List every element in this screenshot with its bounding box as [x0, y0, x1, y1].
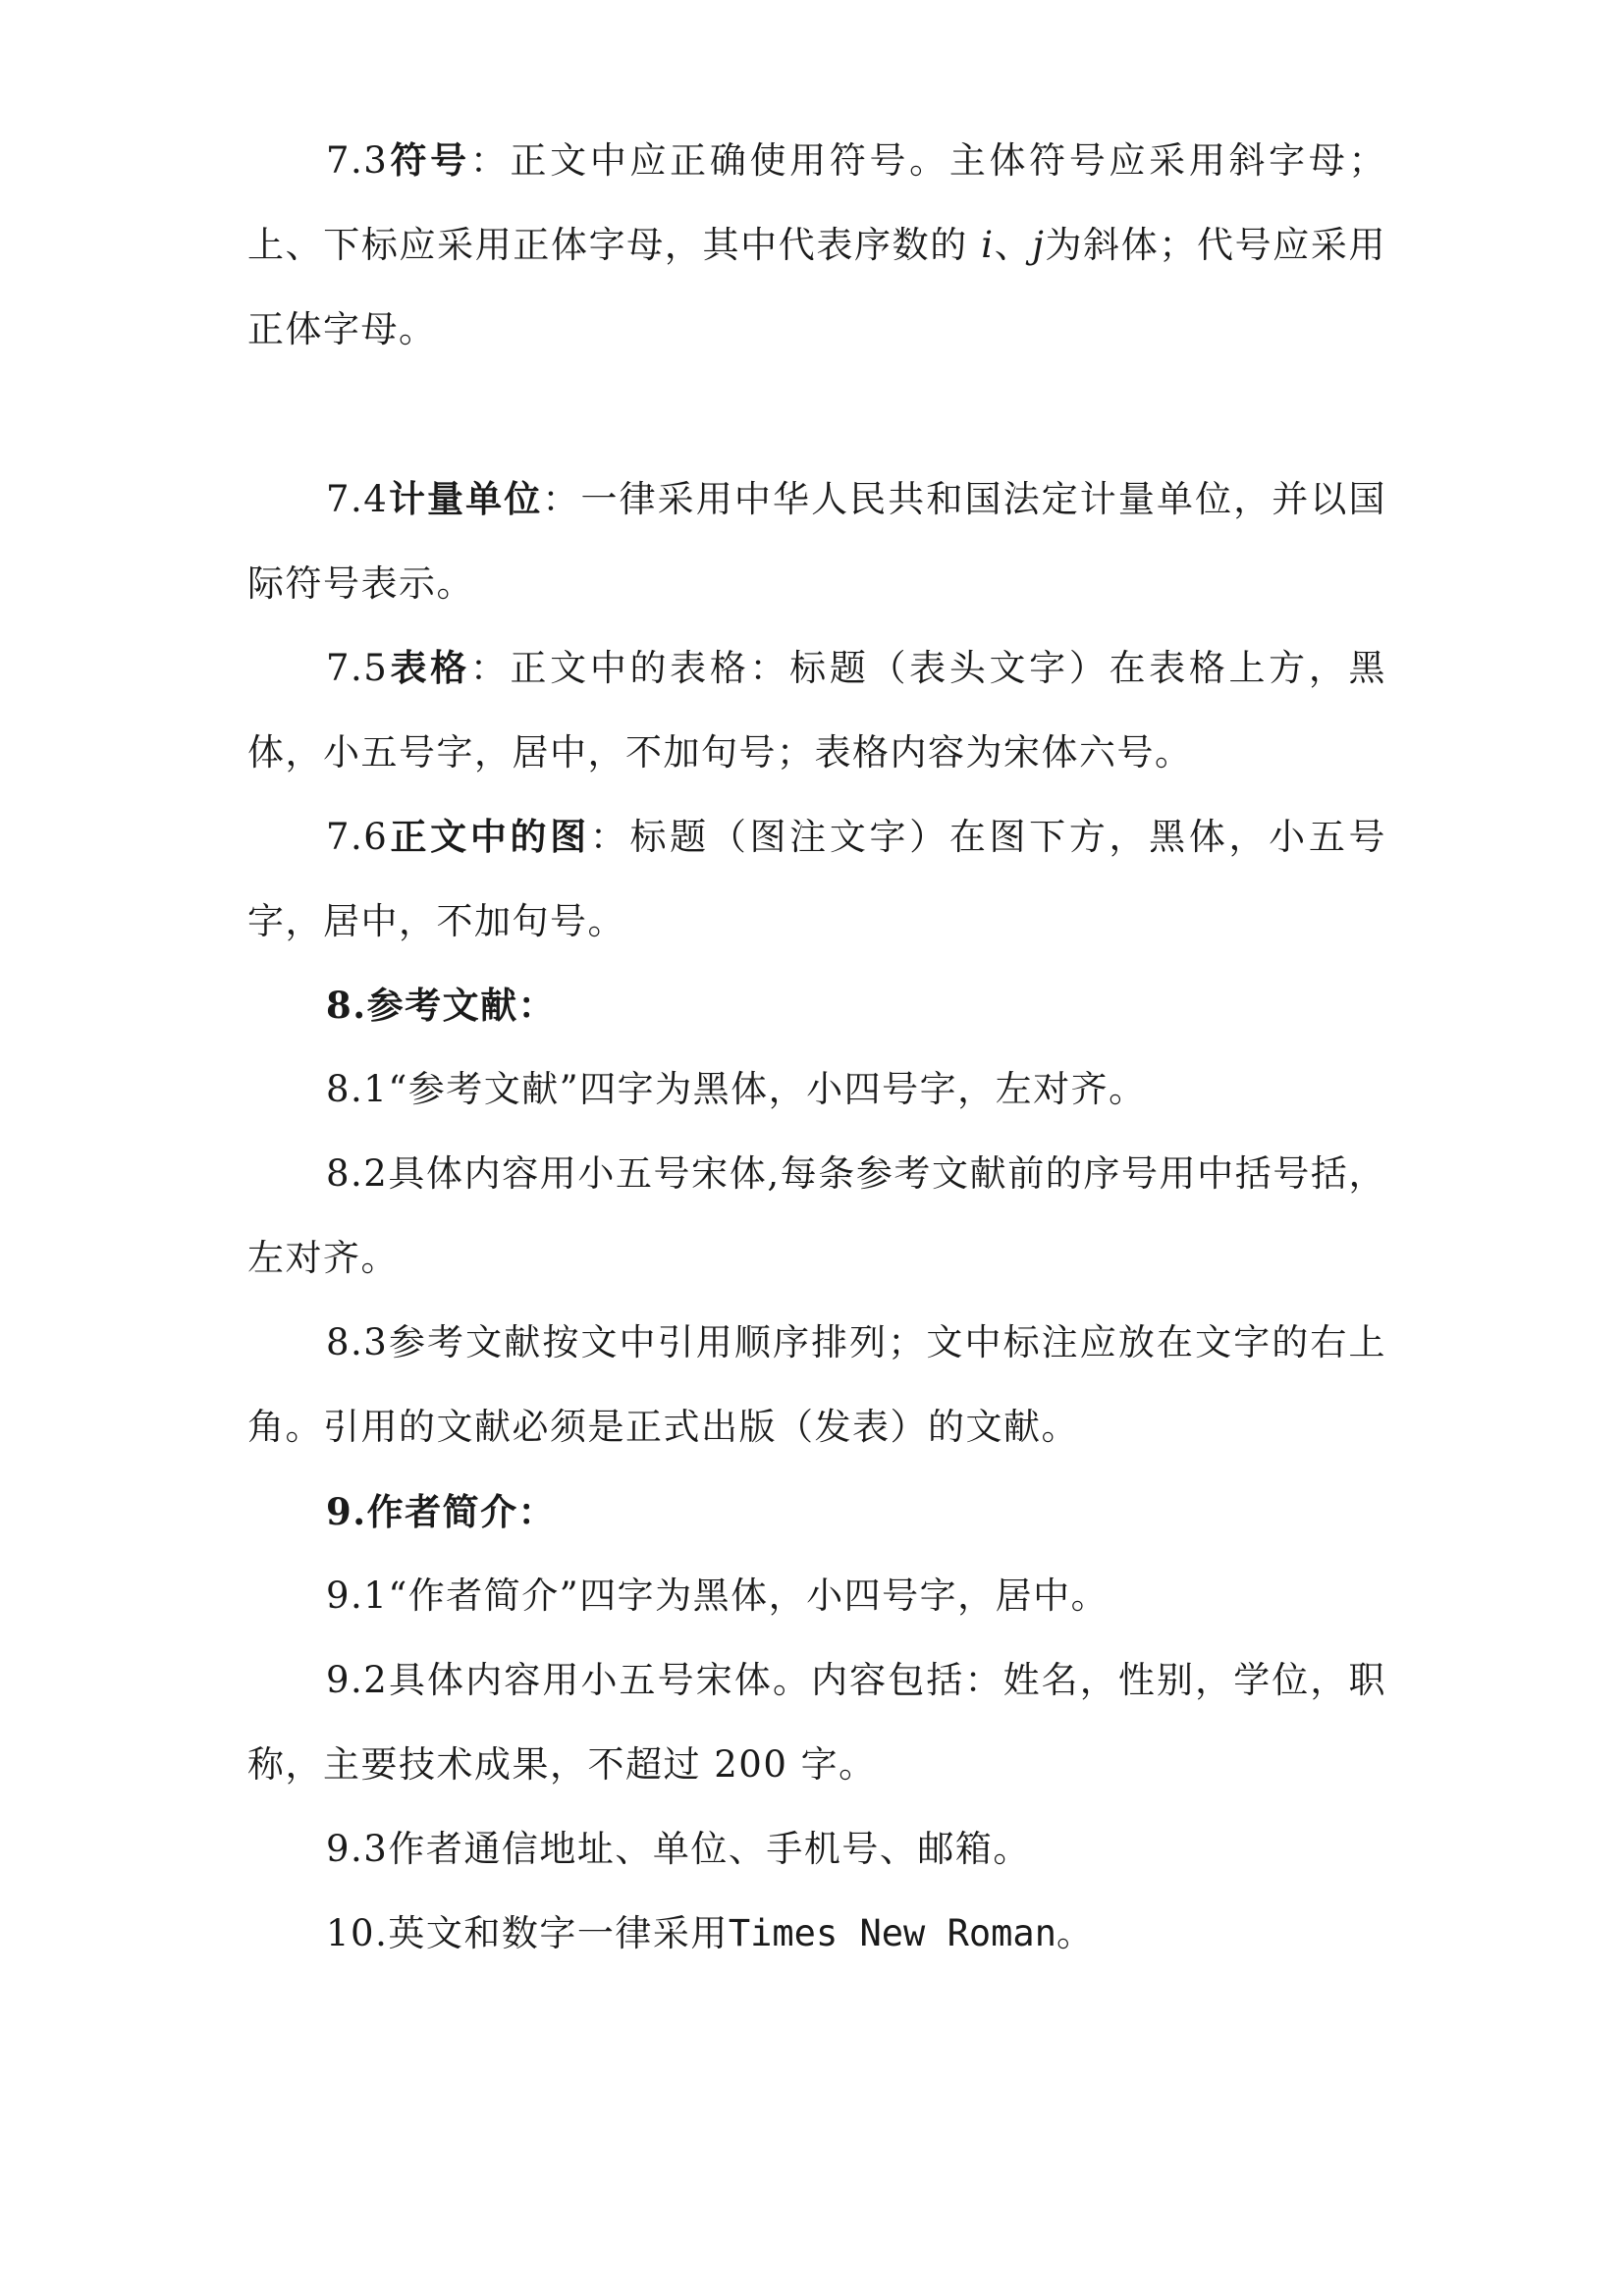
section-7-4-colon: ： [542, 478, 581, 520]
section-7-4-number: 7.4 [326, 478, 389, 520]
section-7-4-title: 计量单位 [388, 477, 543, 520]
section-9-heading: 9.作者简介： [326, 1490, 557, 1533]
section-8-1 [247, 1047, 1386, 1132]
section-7-3-body-part2: 为斜体；代号应采用正体字母。 [247, 224, 1387, 350]
section-10-font-name: Times New Roman [728, 1912, 1056, 1954]
section-8-3-number: 8.3 [326, 1321, 389, 1363]
section-7-3-colon: ： [469, 139, 511, 182]
section-8-2-body: 具体内容用小五号宋体,每条参考文献前的序号用中括号括，左对齐。 [247, 1152, 1386, 1279]
section-8-heading: 8.参考文献： [326, 984, 557, 1027]
section-9-1-body: “作者简介”四字为黑体，小四号字，居中。 [388, 1575, 1110, 1617]
section-7-3-body-part1: 正文中应正确使用符号。主体符号应采用斜字母；上、下标应采用正体字母，其中代表序数的 [247, 139, 1387, 266]
section-7-6-number: 7.6 [326, 816, 389, 858]
section-9-3 [247, 1807, 1386, 1892]
section-8-3-body: 参考文献按文中引用顺序排列；文中标注应放在文字的右上角。引用的文献必须是正式出版（发表）的文献。 [247, 1321, 1386, 1448]
section-7-3-title: 符号 [388, 138, 470, 182]
section-9-2 [247, 1638, 1386, 1807]
section-10-body-part2: 。 [1056, 1912, 1095, 1954]
section-9-3-number: 9.3 [326, 1828, 389, 1870]
section-9-1-number: 9.1 [326, 1575, 389, 1617]
section-8-3 [247, 1301, 1386, 1469]
section-10 [247, 1892, 1386, 1976]
section-8-2-number: 8.2 [326, 1152, 389, 1195]
section-8-1-number: 8.1 [326, 1068, 389, 1110]
section-10-number: 10. [326, 1912, 389, 1954]
section-7-6 [247, 794, 1386, 964]
section-7-3-var-i: i [981, 224, 995, 266]
section-9-3-body: 作者通信地址、单位、手机号、邮箱。 [388, 1828, 1031, 1870]
section-7-3-number: 7.3 [326, 139, 389, 182]
section-8-1-body: “参考文献”四字为黑体，小四号字，左对齐。 [388, 1068, 1147, 1110]
section-7-5 [247, 625, 1386, 795]
section-7-6-colon: ： [589, 816, 630, 858]
section-9-2-number: 9.2 [326, 1659, 389, 1701]
section-10-body-part1: 英文和数字一律采用 [388, 1912, 729, 1954]
section-7-6-title: 正文中的图 [388, 815, 590, 858]
section-7-6-body: 标题（图注文字）在图下方，黑体，小五号字，居中，不加句号。 [247, 816, 1387, 942]
section-8-2 [247, 1132, 1386, 1301]
section-7-3-var-j: j [1032, 224, 1046, 266]
section-9-1 [247, 1554, 1386, 1638]
section-7-5-colon: ： [469, 647, 511, 689]
section-7-5-number: 7.5 [326, 647, 389, 689]
section-7-5-body: 正文中的表格：标题（表头文字）在表格上方，黑体，小五号字，居中，不加句号；表格内容为宋体六号。 [247, 647, 1387, 774]
section-7-3 [247, 118, 1386, 372]
section-7-5-title: 表格 [388, 646, 470, 689]
section-7-4-body: 一律采用中华人民共和国法定计量单位，并以国际符号表示。 [247, 478, 1387, 605]
section-7-3-separator: 、 [994, 224, 1033, 266]
section-7-4 [247, 456, 1386, 626]
section-9-2-body: 具体内容用小五号宋体。内容包括：姓名，性别，学位，职称，主要技术成果，不超过 200 字。 [247, 1659, 1386, 1786]
